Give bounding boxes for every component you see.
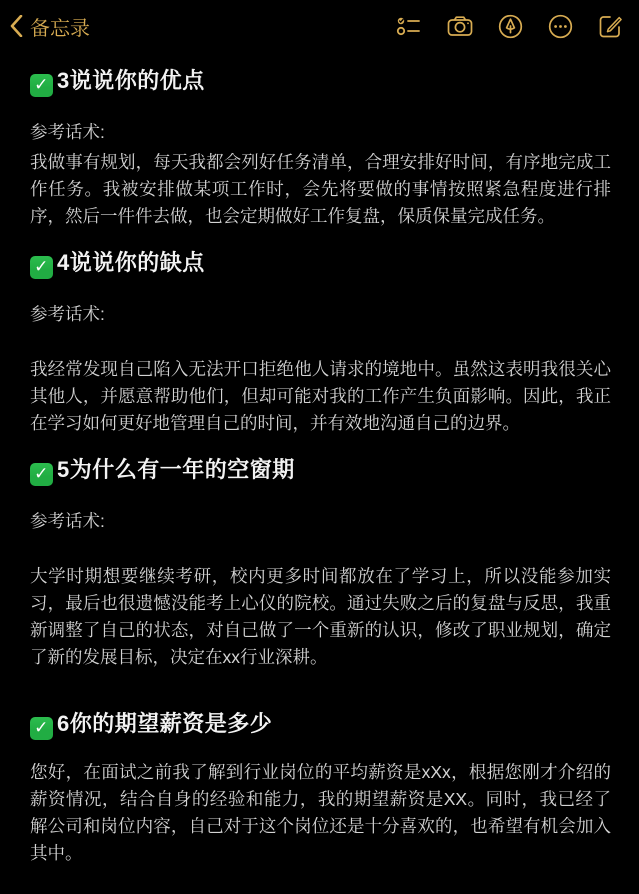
compose-button[interactable]	[598, 14, 623, 39]
section-body-text[interactable]: 我经常发现自己陷入无法开口拒绝他人请求的境地中。虽然这表明我很关心其他人，并愿意帮助他们，但却可能对我的工作产生负面影响。因此，我正在学习如何更好地管理自己的时间，并有效地沟通自己的边界。	[30, 359, 611, 433]
reference-label[interactable]: 参考话术:	[30, 304, 105, 324]
note-section	[30, 709, 611, 867]
section-heading-text: 6你的期望薪资是多少	[57, 711, 273, 736]
back-label: 备忘录	[30, 17, 90, 40]
check-emoji-icon: ✓	[30, 463, 53, 486]
checklist-button[interactable]	[396, 14, 422, 38]
section-heading-text: 5为什么有一年的空窗期	[57, 457, 295, 482]
reference-label[interactable]: 参考话术:	[30, 122, 105, 142]
back-button[interactable]	[10, 12, 90, 41]
markup-pen-icon	[498, 14, 523, 39]
section-heading[interactable]	[30, 66, 611, 97]
camera-button[interactable]	[447, 14, 473, 38]
check-emoji-icon: ✓	[30, 74, 53, 97]
note-section	[30, 248, 611, 437]
note-section	[30, 66, 611, 230]
more-ellipsis-icon	[548, 14, 573, 39]
section-body-text[interactable]: 大学时期想要继续考研，校内更多时间都放在了学习上，所以没能参加实习，最后也很遗憾没能考上心仪的院校。通过失败之后的复盘与反思，我重新调整了自己的状态，对自己做了一个重新的认识，修改了职业规划，确定了新的发展目标，决定在xx行业深耕。	[30, 566, 611, 667]
note-section	[30, 455, 611, 671]
section-heading[interactable]	[30, 248, 611, 279]
more-button[interactable]	[548, 14, 573, 39]
section-body-text[interactable]: 我做事有规划，每天我都会列好任务清单，合理安排好时间，有序地完成工作任务。我被安排做某项工作时，会先将要做的事情按照紧急程度进行排序，然后一件件去做，也会定期做好工作复盘，保质保量完成任务。	[30, 152, 611, 226]
nav-bar	[0, 0, 639, 46]
nav-toolbar	[396, 14, 623, 39]
markup-button[interactable]	[498, 14, 523, 39]
note-content[interactable]	[0, 46, 639, 867]
compose-icon	[598, 14, 623, 39]
checklist-icon	[396, 14, 422, 38]
section-heading[interactable]	[30, 455, 611, 486]
section-heading-text: 3说说你的优点	[57, 68, 205, 93]
back-chevron-icon	[10, 15, 23, 37]
check-emoji-icon: ✓	[30, 717, 53, 740]
check-emoji-icon: ✓	[30, 256, 53, 279]
camera-icon	[447, 14, 473, 38]
reference-label[interactable]: 参考话术:	[30, 511, 105, 531]
section-body-text[interactable]: 您好，在面试之前我了解到行业岗位的平均薪资是xXx，根据您刚才介绍的薪资情况，结合自身的经验和能力，我的期望薪资是XX。同时，我已经了解公司和岗位内容，自己对于这个岗位还是十分喜欢的，也希望有机会加入其中。	[30, 762, 611, 863]
section-heading[interactable]	[30, 709, 611, 740]
section-heading-text: 4说说你的缺点	[57, 250, 205, 275]
